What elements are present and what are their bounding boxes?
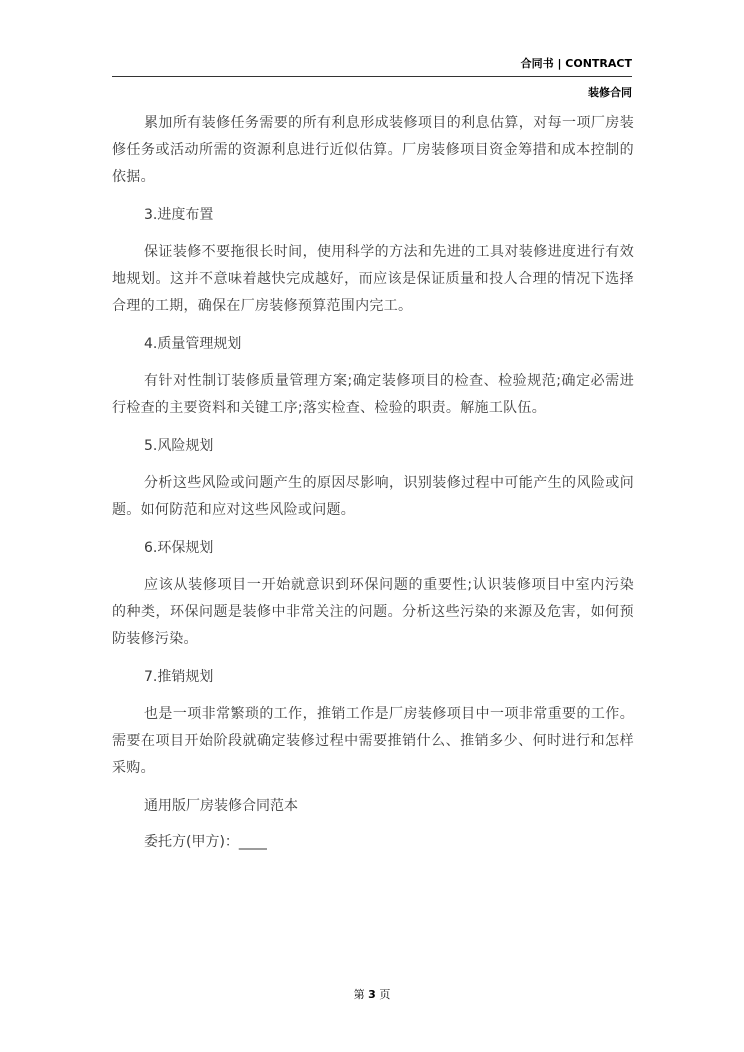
- footer-prefix: 第: [353, 988, 365, 1001]
- document-body: [112, 110, 634, 866]
- heading-risk: 5.风险规划: [144, 438, 214, 454]
- paragraph-procurement: 也是一项非常繁琐的工作，推销工作是厂房装修项目中一项非常重要的工作。需要在项目开始阶段就确定装修过程中需要推销什么、推销多少、何时进行和怎样采购。: [112, 706, 634, 776]
- header-subtitle: 装修合同: [588, 86, 632, 99]
- footer-suffix: 页: [379, 988, 391, 1001]
- header-title: 合同书 | CONTRACT: [520, 57, 632, 70]
- paragraph-interest-estimate: 累加所有装修任务需要的所有利息形成装修项目的利息估算，对每一项厂房装修任务或活动所需的资源利息进行近似估算。厂房装修项目资金筹措和成本控制的依据。: [112, 115, 634, 185]
- heading-procurement: 7.推销规划: [144, 669, 214, 685]
- paragraph-schedule: 保证装修不要拖很长时间，使用科学的方法和先进的工具对装修进度进行有效地规划。这并不意味着越快完成越好，而应该是保证质量和投人合理的情况下选择合理的工期，确保在厂房装修预算范围内完工。: [112, 244, 634, 314]
- header-divider: [112, 76, 632, 77]
- page-footer: [0, 986, 744, 1002]
- heading-quality: 4.质量管理规划: [144, 336, 242, 352]
- page-number: 3: [368, 988, 376, 1001]
- paragraph-environment: 应该从装修项目一开始就意识到环保问题的重要性;认识装修项目中室内污染的种类，环保问题是装修中非常关注的问题。分析这些污染的来源及危害，如何预防装修污染。: [112, 577, 634, 647]
- contract-title-line: 通用版厂房装修合同范本: [144, 798, 298, 814]
- paragraph-risk: 分析这些风险或问题产生的原因尽影响，识别装修过程中可能产生的风险或问题。如何防范和应对这些风险或问题。: [112, 475, 634, 518]
- heading-schedule: 3.进度布置: [144, 207, 214, 223]
- party-a-line: 委托方(甲方)：____: [144, 834, 267, 850]
- paragraph-quality: 有针对性制订装修质量管理方案;确定装修项目的检查、检验规范;确定必需进行检查的主要资料和关键工序;落实检查、检验的职责。解施工队伍。: [112, 373, 634, 416]
- heading-environment: 6.环保规划: [144, 540, 214, 556]
